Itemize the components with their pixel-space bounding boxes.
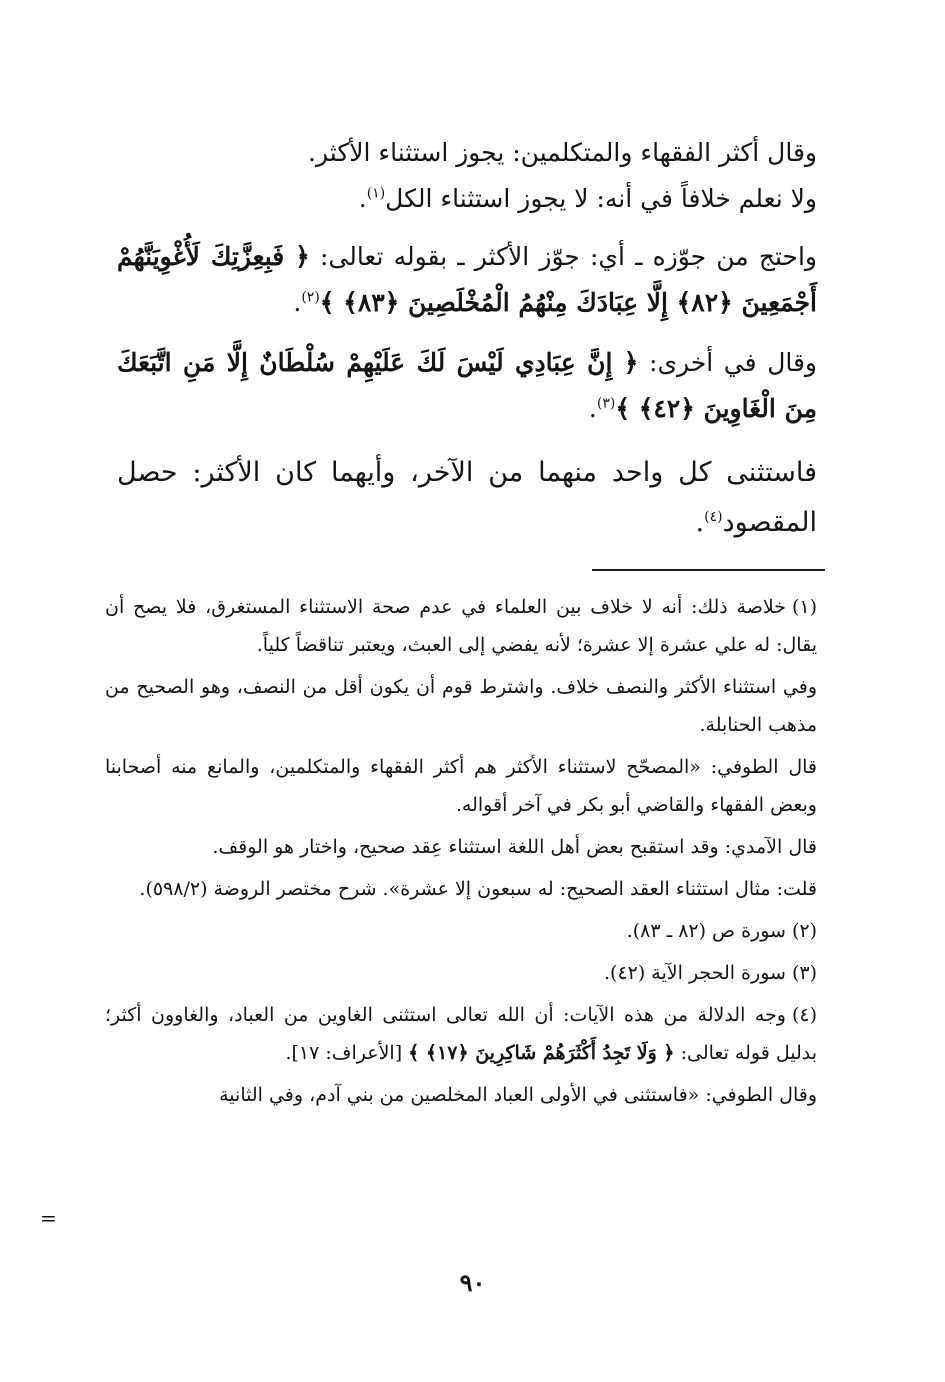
footnote-3-text: سورة الحجر الآية (٤٢). xyxy=(603,962,786,984)
paragraph-1-line-2: ولا نعلم خلافاً في أنه: لا يجوز استثناء الكل$^{(١)}$. xyxy=(358,184,817,213)
footnote-2-number: (٢) xyxy=(791,920,817,942)
paragraph-3-text: وقال في أخرى: xyxy=(649,348,817,377)
footnote-1-text-d: قال الآمدي: وقد استقبح بعض أهل اللغة استثناء عِقد صحيح، واختار هو الوقف. xyxy=(212,836,817,858)
paragraph-3 xyxy=(117,340,817,432)
paragraph-4-body: فاستثنى كل واحد منهما من الآخر، وأيهما كان الأكثر: حصل المقصود$^{(٤)}$. xyxy=(117,457,817,538)
quran-verse-2: ﴿ إِنَّ عِبَادِي لَيْسَ لَكَ عَلَيْهِمْ سُلْطَانٌ إِلَّا مَنِ اتَّبَعَكَ مِنَ الْغَاوِينَ ﴿٤٢﴾ ﴾ xyxy=(117,348,817,423)
continuation-mark: = xyxy=(40,1206,57,1230)
footnote-3 xyxy=(105,954,817,992)
paragraph-4 xyxy=(117,448,817,548)
footnote-3-number: (٣) xyxy=(791,962,817,984)
paragraph-2-body: واحتج من جوّزه ـ أي: جوّز الأكثر ـ بقوله تعالى: ﴿ فَبِعِزَّتِكَ لَأُغْوِيَنَّهُمْ أَجْمَعِينَ ﴿٨٢﴾ إِلَّا عِبَادَكَ مِنْهُمُ الْمُخْلَصِينَ ﴿٨٣﴾ ﴾$^{(٢)}$. xyxy=(117,242,817,317)
footnote-1 xyxy=(105,588,817,664)
paragraph-1-line-2-text: ولا نعلم خلافاً في أنه: لا يجوز استثناء الكل xyxy=(385,184,817,213)
footnote-1-text-c: قال الطوفي: «المصحّح لاستثناء الأكثر هم أكثر الفقهاء والمتكلمين، والمانع منه أصحابنا وبعض الفقهاء والقاضي أبو بكر في آخر أقواله. xyxy=(105,756,817,816)
page-number: ٩٠ xyxy=(459,1268,486,1297)
paragraph-1-line-1: وقال أكثر الفقهاء والمتكلمين: يجوز استثناء الأكثر. xyxy=(308,138,817,167)
footnote-2 xyxy=(105,912,817,950)
footnote-ref-1: (١) xyxy=(366,185,386,202)
footnote-4-text-a: وجه الدلالة من هذه الآيات: أن الله تعالى استثنى الغاوين من العباد، والغاوون أكثر؛ بدليل قوله تعالى: xyxy=(105,1004,817,1064)
footnote-1-number: (١) xyxy=(791,596,817,618)
paragraph-2-text: واحتج من جوّزه ـ أي: جوّز الأكثر ـ بقوله تعالى: xyxy=(319,242,817,271)
footnote-4-text-b: وقال الطوفي: «فاستثنى في الأولى العباد المخلصين من بني آدم، وفي الثانية xyxy=(219,1084,817,1106)
paragraph-2 xyxy=(117,234,817,326)
footnote-2-text: سورة ص (٨٢ ـ ٨٣). xyxy=(626,920,786,942)
paragraph-4-text: فاستثنى كل واحد منهما من الآخر، وأيهما كان الأكثر: حصل المقصود xyxy=(117,457,817,538)
footnotes xyxy=(105,588,817,1118)
footnote-1-text-e: قلت: مثال استثناء العقد الصحيح: له سبعون إلا عشرة». شرح مختصر الروضة (٥٩٨/٢). xyxy=(139,878,817,900)
quran-verse-1: ﴿ فَبِعِزَّتِكَ لَأُغْوِيَنَّهُمْ أَجْمَعِينَ ﴿٨٢﴾ إِلَّا عِبَادَكَ مِنْهُمُ الْمُخْلَصِينَ ﴿٨٣﴾ ﴾ xyxy=(117,242,817,317)
footnote-4-number: (٤) xyxy=(791,1004,817,1026)
footnote-1-text-a: خلاصة ذلك: أنه لا خلاف بين العلماء في عدم صحة الاستثناء المستغرق، فلا يصح أن يقال: له علي عشرة إلا عشرة؛ لأنه يفضي إلى العبث، ويعتبر تناقضاً كلياً. xyxy=(105,596,817,656)
footnote-4-quran: ﴿ وَلَا تَجِدُ أَكْثَرَهُمْ شَاكِرِينَ ﴿١٧﴾ ﴾ xyxy=(408,1042,675,1064)
footnote-4 xyxy=(105,996,817,1072)
footnote-separator xyxy=(592,569,825,571)
paragraph-1 xyxy=(117,130,817,222)
footnote-ref-4: (٤) xyxy=(704,509,723,525)
footnote-1-text-b: وفي استثناء الأكثر والنصف خلاف. واشترط قوم أن يكون أقل من النصف، وهو الصحيح من مذهب الحنابلة. xyxy=(105,676,817,736)
footnote-4-ref: [الأعراف: ١٧]. xyxy=(285,1042,403,1064)
paragraph-3-body: وقال في أخرى: ﴿ إِنَّ عِبَادِي لَيْسَ لَكَ عَلَيْهِمْ سُلْطَانٌ إِلَّا مَنِ اتَّبَعَكَ مِنَ الْغَاوِينَ ﴿٤٢﴾ ﴾$^{(٣)}$. xyxy=(117,348,817,423)
footnote-ref-2: (٢) xyxy=(301,289,320,306)
footnote-ref-3: (٣) xyxy=(596,395,616,412)
